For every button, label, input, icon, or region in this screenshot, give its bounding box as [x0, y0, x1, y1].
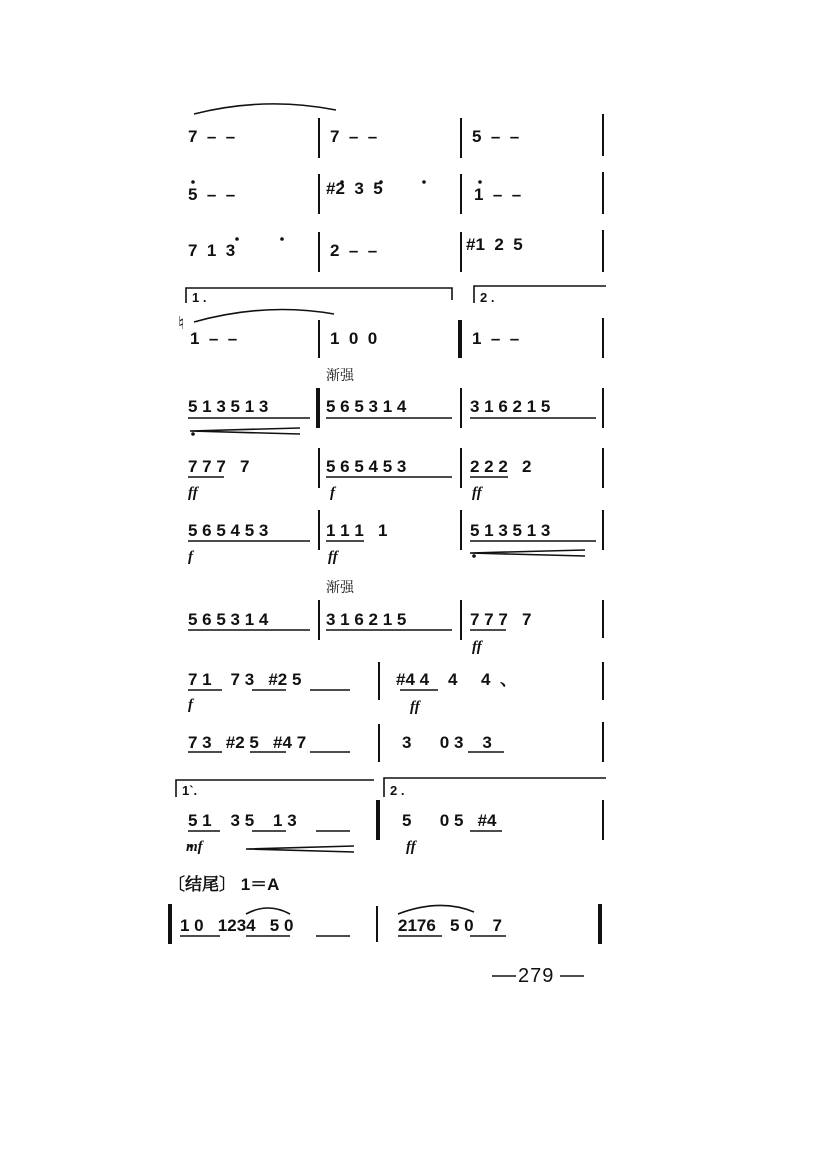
barline [318, 448, 320, 488]
measure-notes: 7 1 7 3 #2 5 [188, 670, 302, 689]
natural-sign-icon: ♮ [178, 313, 185, 333]
barline [460, 232, 462, 272]
barline [318, 510, 320, 550]
dynamic-marking: ff [472, 639, 482, 655]
tie-arc [398, 905, 474, 914]
barline [318, 600, 320, 640]
measure-notes: 5 – – [472, 127, 520, 146]
barline [602, 722, 604, 762]
measure-notes: 3 1 6 2 1 5 [326, 610, 407, 629]
volta-label: 2 . [390, 783, 405, 798]
barline [378, 662, 380, 700]
measure-notes: 3 0 3 3 [402, 733, 492, 752]
barline [602, 662, 604, 700]
volta-label: 1 . [192, 290, 207, 305]
measure-notes: 5 6 5 4 5 3 [326, 457, 407, 476]
dynamic-marking: f [188, 549, 193, 565]
measure-notes: 1 0 1234 5 0 [180, 916, 294, 935]
crescendo-hairpin [190, 428, 300, 434]
barline [460, 388, 462, 428]
measure-notes: 7 3 #2 5 #4 7 [188, 733, 307, 752]
dynamic-marking: ff [188, 485, 198, 501]
crescendo-hairpin [470, 550, 585, 556]
dynamic-marking: ff [472, 485, 482, 501]
barline [376, 906, 378, 942]
measure-notes: 7 – – [330, 127, 378, 146]
measure-notes: #2 3 5 [326, 179, 383, 198]
measure-notes: 2176 5 0 7 [398, 916, 502, 935]
repeat-end-barline [458, 320, 462, 358]
barline [378, 724, 380, 762]
barline [602, 510, 604, 550]
barline [602, 448, 604, 488]
measure-notes: 5 6 5 3 1 4 [188, 610, 269, 629]
measure-notes: 7 7 7 7 [470, 610, 532, 629]
tie-arc [194, 104, 336, 114]
measure-notes: #1 2 5 [466, 235, 523, 254]
barline [460, 510, 462, 550]
measure-notes: 2 – – [330, 241, 378, 260]
barline [602, 800, 604, 840]
coda-heading: 〔结尾〕 1＝A [168, 875, 280, 894]
measure-notes: 5 6 5 3 1 4 [326, 397, 407, 416]
crescendo-hairpin [246, 846, 354, 852]
measure-notes: #4 4 4 4 、 [396, 670, 517, 689]
measure-notes: 3 1 6 2 1 5 [470, 397, 551, 416]
barline [602, 318, 604, 358]
barline [602, 172, 604, 214]
crescendo-annotation: 渐强 [326, 367, 354, 383]
repeat-end-barline [598, 904, 602, 944]
tie-arc [194, 310, 334, 323]
tie-arc [246, 908, 290, 914]
measure-notes: 7 7 7 7 [188, 457, 250, 476]
barline [318, 174, 320, 214]
volta-bracket-2 [384, 778, 606, 797]
measure-notes: 1 1 1 1 [326, 521, 388, 540]
volta-bracket-1 [176, 780, 374, 797]
barline [460, 118, 462, 158]
measure-notes: 5 1 3 5 1 3 [188, 811, 297, 830]
repeat-end-barline [376, 800, 380, 840]
barline [602, 230, 604, 272]
measure-notes: 5 – – [188, 185, 236, 204]
barline [318, 232, 320, 272]
measure-notes: 2 2 2 2 [470, 457, 532, 476]
dynamic-marking: f [330, 485, 335, 501]
dynamic-marking: ff [410, 699, 420, 715]
barline [460, 600, 462, 640]
repeat-start-barline [316, 388, 320, 428]
barline [602, 600, 604, 638]
measure-notes: 5 0 5 #4 [402, 811, 497, 830]
repeat-start-barline [168, 904, 172, 944]
measure-notes: 5 1 3 5 1 3 [188, 397, 269, 416]
measure-notes: 1 – – [190, 329, 238, 348]
dynamic-marking: mf [186, 839, 203, 855]
measure-notes: 5 6 5 4 5 3 [188, 521, 269, 540]
volta-label: 1`. [182, 783, 198, 798]
volta-bracket-1 [186, 288, 452, 303]
dynamic-marking: ff [406, 839, 416, 855]
measure-notes: 7 1 3 [188, 241, 236, 260]
barline [602, 388, 604, 428]
barline [602, 114, 604, 156]
measure-notes: 5 1 3 5 1 3 [470, 521, 551, 540]
measure-notes: 7 – – [188, 127, 236, 146]
barline [460, 448, 462, 488]
barline [318, 320, 320, 358]
measure-notes: 1 – – [472, 329, 520, 348]
barline [318, 118, 320, 158]
volta-label: 2 . [480, 290, 495, 305]
dynamic-marking: f [188, 697, 193, 713]
barline [460, 174, 462, 214]
measure-notes: 1 0 0 [330, 329, 378, 348]
dynamic-marking: ff [328, 549, 338, 565]
page-number: 279 [518, 965, 555, 987]
measure-notes: 1 – – [474, 185, 522, 204]
crescendo-annotation: 渐强 [326, 579, 354, 595]
